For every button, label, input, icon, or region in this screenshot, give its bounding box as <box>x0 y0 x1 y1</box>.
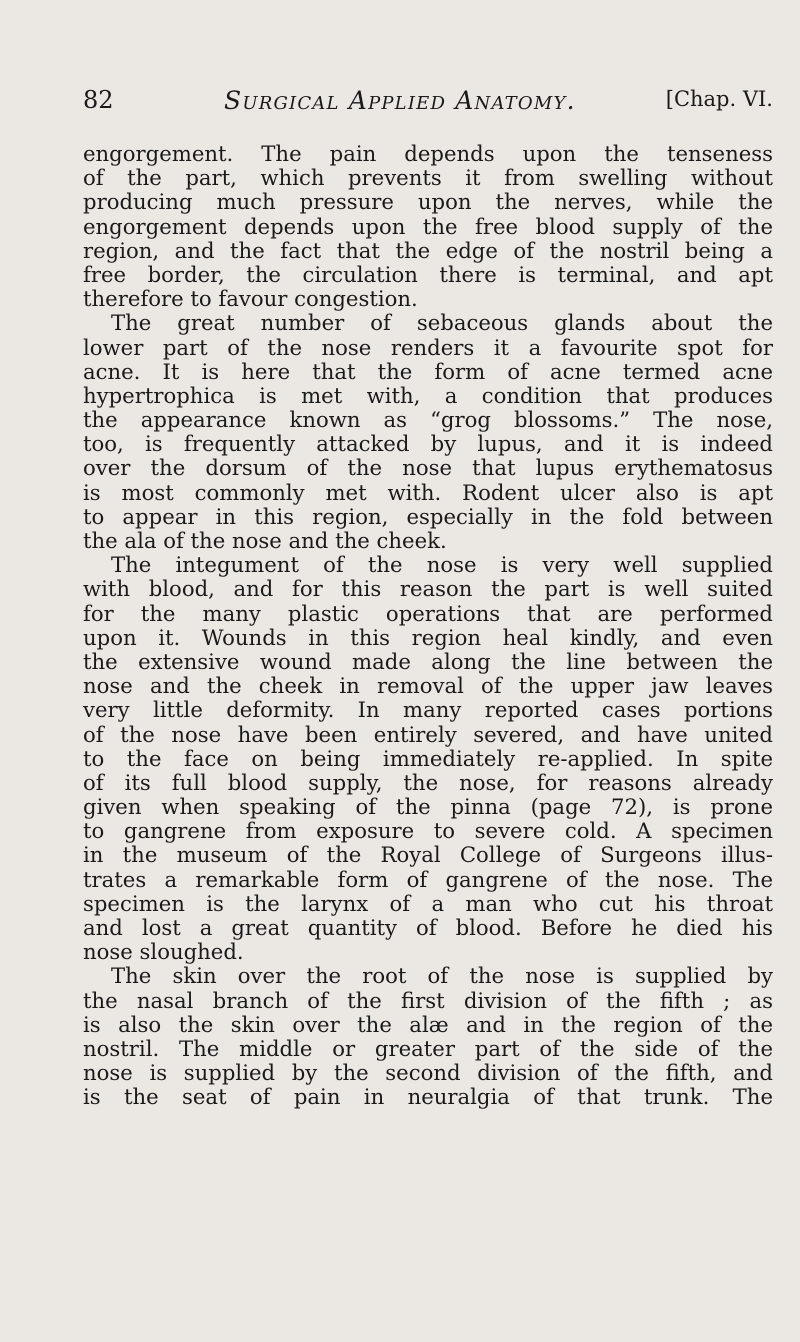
text-line: to gangrene from exposure to severe cold. A specimen <box>83 819 773 844</box>
text-line: the nasal branch of the first division of the fifth ; as <box>83 988 773 1013</box>
text-line: engorgement. The pain depends upon the tenseness <box>83 142 773 166</box>
text-line: free border, the circulation there is terminal, and apt <box>83 262 773 287</box>
text-line: The great number of sebaceous glands about the <box>111 311 773 336</box>
text-line: too, is frequently attacked by lupus, and it is indeed <box>83 432 773 457</box>
text-line: the extensive wound made along the line between the <box>83 649 773 674</box>
text-line: producing much pressure upon the nerves, while the <box>83 190 773 215</box>
text-line: the appearance known as “grog blossoms.” The nose, <box>83 408 773 433</box>
text-line: hypertrophica is met with, a condition that produces <box>83 383 773 408</box>
chapter-label: [Chap. VI. <box>665 87 773 111</box>
text-line: and lost a great quantity of blood. Before he died his <box>83 916 773 940</box>
text-line: trates a remarkable form of gangrene of the nose. The <box>83 867 773 892</box>
text-line: nostril. The middle or greater part of the side of the <box>83 1036 773 1061</box>
text-line: engorgement depends upon the free blood supply of the <box>83 214 773 239</box>
text-line: is also the skin over the alæ and in the region of the <box>83 1012 773 1037</box>
text-line: given when speaking of the pinna (page 72), is prone <box>83 795 773 820</box>
text-line: upon it. Wounds in this region heal kindly, and even <box>83 625 773 650</box>
text-line: over the dorsum of the nose that lupus erythematosus <box>83 456 773 481</box>
text-line: is the seat of pain in neuralgia of that trunk. The <box>83 1085 773 1110</box>
text-line: the ala of the nose and the cheek. <box>83 529 447 553</box>
text-line: to appear in this region, especially in the fold between <box>83 504 773 529</box>
text-line: to the face on being immediately re-applied. In spite <box>83 746 773 771</box>
text-line: specimen is the larynx of a man who cut his throat <box>83 891 773 916</box>
body-text <box>83 142 773 1110</box>
running-title: Surgical Applied Anatomy. <box>224 86 576 115</box>
text-line: of its full blood supply, the nose, for reasons already <box>83 770 773 795</box>
page-header <box>83 86 773 116</box>
text-line: nose and the cheek in removal of the upper jaw leaves <box>83 674 773 699</box>
text-line: The integument of the nose is very well supplied <box>111 553 773 578</box>
text-line: region, and the fact that the edge of the nostril being a <box>83 238 773 263</box>
text-line: nose is supplied by the second division of the fifth, and <box>83 1061 773 1086</box>
text-line: of the part, which prevents it from swelling without <box>83 166 773 191</box>
text-line: of the nose have been entirely severed, and have united <box>83 722 773 747</box>
text-line: with blood, and for this reason the part is well suited <box>83 577 773 602</box>
text-line: therefore to favour congestion. <box>83 287 418 312</box>
text-line: is most commonly met with. Rodent ulcer also is apt <box>83 480 773 505</box>
text-line: The skin over the root of the nose is supplied by <box>111 964 773 989</box>
text-line: in the museum of the Royal College of Surgeons illus- <box>83 843 773 868</box>
page-number: 82 <box>83 86 114 114</box>
text-line: lower part of the nose renders it a favourite spot for <box>83 335 773 360</box>
text-line: for the many plastic operations that are performed <box>83 601 773 626</box>
text-line: very little deformity. In many reported cases portions <box>83 698 773 723</box>
text-line: nose sloughed. <box>83 940 244 965</box>
text-line: acne. It is here that the form of acne termed acne <box>83 359 773 384</box>
